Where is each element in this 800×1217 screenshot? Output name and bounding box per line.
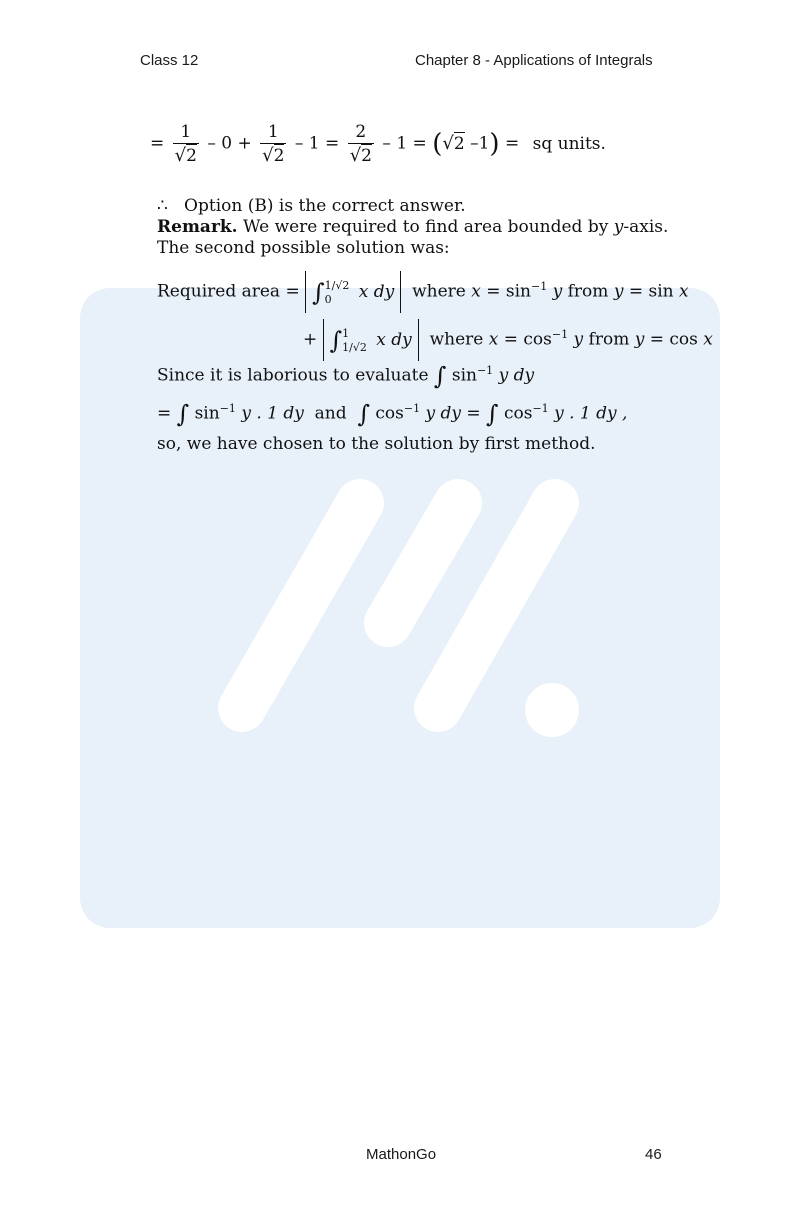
header-class: Class 12 (140, 52, 199, 69)
header-chapter: Chapter 8 - Applications of Integrals (415, 52, 653, 69)
abs-integral-1: ∫ 1/√2 0 x dy (305, 271, 401, 313)
equality-line: = ∫ $\sin^{-1} y$ . 1 dy and ∫ $\cos^{-1} y$ dy = ∫ $\cos^{-1} y$ . 1 dy , (157, 400, 628, 428)
fraction-2-over-sqrt2: $\frac{2}{√2}$ (349, 122, 372, 166)
remark-label: Remark. (157, 217, 238, 237)
fraction-1-over-sqrt2: $\frac{1}{√2}$ (174, 122, 197, 166)
result-equation: = $\frac{1}{√2}$ – 0 + $\frac{1}{√2}$ – 1 = $\frac{2}{√2}$ – 1 = (√2 –1) = sq units. (150, 122, 606, 166)
units-text: sq units. (532, 133, 606, 154)
abs-integral-2: ∫ 1 1/√2 x dy (323, 319, 419, 361)
laborious-line: Since it is laborious to evaluate ∫ $\sin^{-1} y$ dy (157, 362, 535, 390)
page-number: 46 (645, 1146, 662, 1163)
footer-brand: MathonGo (366, 1146, 437, 1163)
second-solution-line: The second possible solution was: (157, 238, 450, 258)
remark-line: Remark. We were required to find area bounded by y-axis. (157, 217, 669, 237)
second-integral-line: + ∫ 1 1/√2 x dy where $x = \cos^{-1} y$ from y = cos x (303, 314, 713, 361)
option-answer: ∴ Option (B) is the correct answer. (157, 196, 466, 216)
required-area-line: Required area = ∫ 1/√2 0 x dy where $x = \sin^{-1} y$ from y = sin x (157, 266, 689, 313)
conclusion-line: so, we have chosen to the solution by first method. (157, 434, 596, 454)
fraction-1-over-sqrt2-b: $\frac{1}{√2}$ (262, 122, 285, 166)
